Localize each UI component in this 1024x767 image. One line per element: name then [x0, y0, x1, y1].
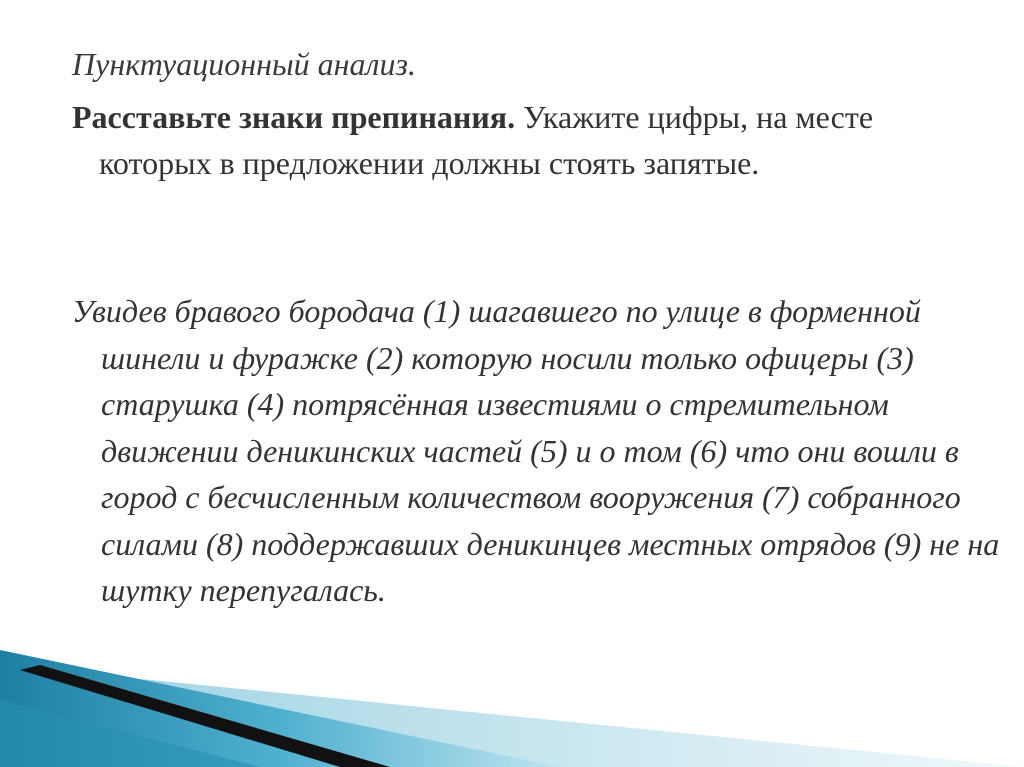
task-instruction-rest: Укажите цифры, на месте которых в предложении должны стоять запятые. — [99, 99, 874, 181]
slide-subtitle: Пунктуационный анализ. — [72, 46, 416, 82]
task-instruction — [72, 94, 979, 186]
task-instruction-bold: Расставьте знаки препинания. — [72, 99, 516, 135]
exercise-sentence: Увидев бравого бородача (1) шагавшего по улице в форменной шинели и фуражке (2) которую носили только офицеры (3) старушка (4) потрясённая известиями о стремительном движении деникинских частей (5) и о том (6) что они вошли в город с бесчисленным количеством вооружения (7) собранного силами (8) поддержавших деникинцев местных отрядов (9) не на шутку перепугалась. — [72, 293, 1000, 608]
